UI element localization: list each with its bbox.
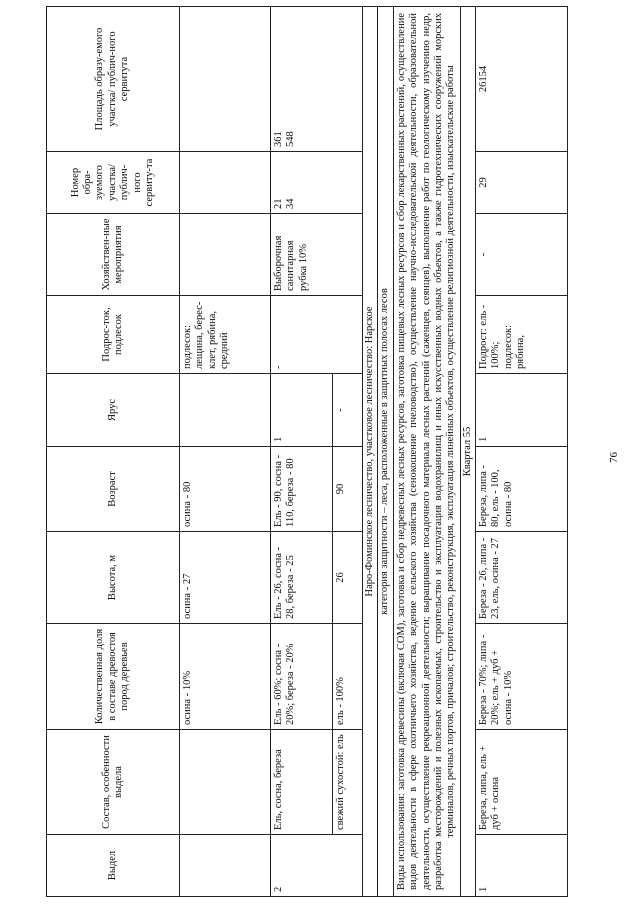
header-sostav: Состав, особенности выдела [47, 730, 180, 835]
cell-ploshad [271, 7, 363, 152]
cell-podrost: подлесок: лещина, берес-клет, рябина, средний [180, 296, 271, 374]
cell-nomer [180, 152, 271, 214]
table-header-row [47, 7, 180, 897]
cell-sostav: Береза, липа, ель + дуб + осина [476, 730, 568, 835]
cell-sostav [180, 730, 271, 835]
cell-ploshad [180, 7, 271, 152]
cell-yarus: - [333, 374, 363, 447]
header-vozrast: Возраст [47, 447, 180, 532]
header-ploshad: Площадь образу-емого участка/ публич-ного сервитута [47, 7, 180, 152]
cell-sostav: свежий сухостой: ель [333, 730, 363, 835]
header-meropriyatiya: Хозяйствен-ные мероприятия [47, 214, 180, 296]
page-number: 76 [608, 452, 620, 463]
cell-vysota: осина - 27 [180, 532, 271, 624]
cell-vozrast: Ель - 90, сосна - 110, береза - 80 [271, 447, 333, 532]
cell-vydel [180, 835, 271, 897]
forest-plots-table [46, 6, 568, 897]
uses-text: Виды использования: заготовка древесины (включая СОМ), заготовка и сбор недревесных лесных ресурсов, заготовка пищевых лесных ресурсов и сбор лекарственных растений, осуществление видов деятельности в сфере охотничьего хозяйства, ведение сельского хозяйства (сенокошение пчеловодство), осуществление научно-исследовательской деятельности, образовательной деятельности, осуществление рекреационной деятельности; выращивание посадочного материала лесных растений (саженцев, сеянцев), выполнение работ по геологическому изучению недр, разработка месторождений и полезных ископаемых, строительство и эксплуатация водохранилищ и иных искусственных водных объектов, а также гидротехнических сооружений морских терминалов, речных портов, причалов; строительство, реконструкция, эксплуатация линейных объектов, осуществление религиозной деятельности, изыскательские работы [393, 7, 460, 897]
header-vysota: Высота, м [47, 532, 180, 624]
cell-vozrast: 90 [333, 447, 363, 532]
header-nomer: Номер обра-зуемого участка/ публич-ного сервиту-та [47, 152, 180, 214]
cell-yarus: 1 [271, 374, 333, 447]
cell-ploshad: 26154 [476, 7, 568, 152]
cell-vydel: 1 [476, 835, 568, 897]
cell-meropriyatiya: Выборочная санитарная рубка 10% [271, 214, 363, 296]
table-span-row [378, 7, 393, 897]
table-span-row [460, 7, 475, 897]
header-dolya: Количественная доля в составе древостоя пород деревьев [47, 624, 180, 730]
table-row [476, 7, 568, 897]
ploshad-value-a: 361 [273, 131, 284, 147]
cell-vydel: 2 [271, 835, 363, 897]
header-podrost: Подрос-ток, подлесок [47, 296, 180, 374]
table-row [271, 7, 333, 897]
cell-dolya: ель - 100% [333, 624, 363, 730]
cell-vysota: Ель - 26, сосна - 28, береза - 25 [271, 532, 333, 624]
ploshad-value-b: 548 [285, 131, 297, 147]
cell-sostav: Ель, сосна, береза [271, 730, 333, 835]
nomer-value-b: 34 [285, 198, 297, 209]
cell-dolya: Береза - 70%; липа - 20%; ель + дуб + осина - 10% [476, 624, 568, 730]
cell-nomer [271, 152, 363, 214]
cell-vysota: Береза - 26, липа - 23, ель, осина - 27 [476, 532, 568, 624]
cell-dolya: Ель - 60%; сосна - 20%; береза - 20% [271, 624, 333, 730]
table-row [180, 7, 271, 897]
cell-vysota: 26 [333, 532, 363, 624]
kvartal-line: Квартал 55 [460, 7, 475, 897]
cell-vozrast: осина - 80 [180, 447, 271, 532]
cell-dolya: осина - 10% [180, 624, 271, 730]
table-span-row [393, 7, 460, 897]
cell-nomer: 29 [476, 152, 568, 214]
cell-podrost: Подрост: ель - 100%; подлесок: рябина, [476, 296, 568, 374]
header-vydel: Выдел [47, 835, 180, 897]
cell-yarus: 1 [476, 374, 568, 447]
cell-vozrast: Береза, липа - 80, ель - 100, осина - 80 [476, 447, 568, 532]
category-line: категория защитности – леса, расположенные в защитных полосах лесов [378, 7, 393, 897]
cell-podrost: - [271, 296, 363, 374]
nomer-value-a: 21 [273, 198, 284, 209]
header-yarus: Ярус [47, 374, 180, 447]
cell-meropriyatiya [180, 214, 271, 296]
forestry-line: Наро-Фоминское лесничество, участковое лесничество: Нарское [363, 7, 378, 897]
table-span-row [363, 7, 378, 897]
cell-meropriyatiya: - [476, 214, 568, 296]
cell-yarus [180, 374, 271, 447]
